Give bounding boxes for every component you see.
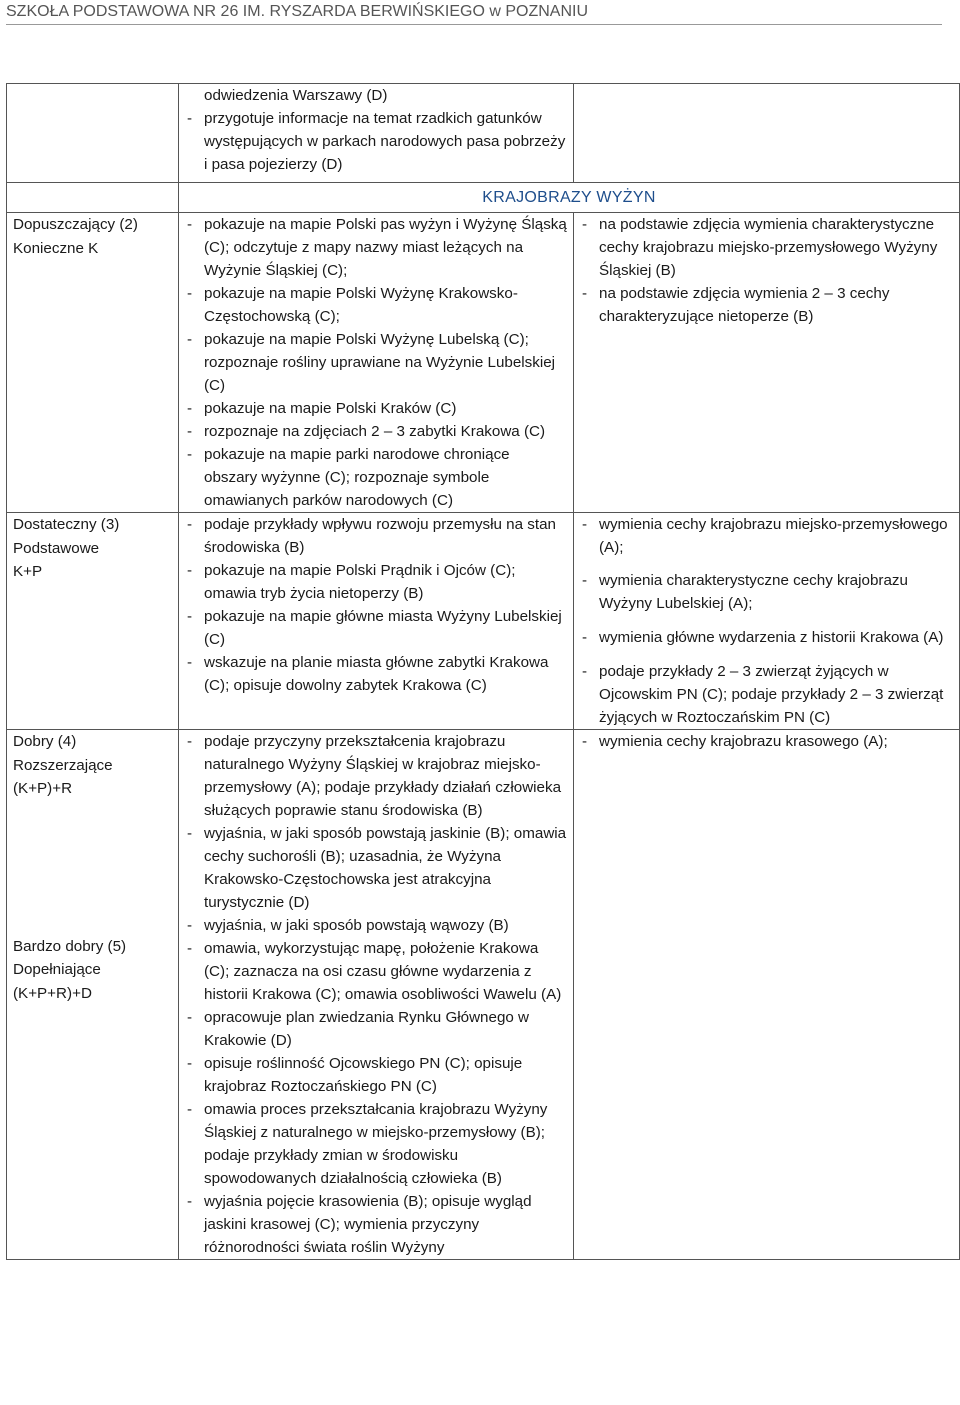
list-item: - podaje przykłady wpływu rozwoju przemysłu na stan środowiska (B)	[179, 513, 567, 559]
carryover-row	[7, 84, 960, 183]
list-item: - rozpoznaje na zdjęciach 2 – 3 zabytki Krakowa (C)	[179, 420, 567, 443]
empty-grade-cell	[7, 84, 179, 183]
list-item: - wyjaśnia, w jaki sposób powstają jaskinie (B); omawia cechy suchorośli (B); uzasadnia, że Wyżyna Krakowsko-Częstochowska jest atrakcyjna turystycznie (D)	[179, 822, 567, 914]
list-item: - wymienia cechy krajobrazu miejsko-przemysłowego (A);	[574, 513, 955, 559]
list-item: - pokazuje na mapie Polski Wyżynę Lubelską (C); rozpoznaje rośliny uprawiane na Wyżynie Lubelskiej (C)	[179, 328, 567, 397]
list-item: - opracowuje plan zwiedzania Rynku Głównego w Krakowie (D)	[179, 1006, 567, 1052]
list-item: - wymienia główne wydarzenia z historii Krakowa (A)	[574, 626, 955, 649]
list-item: - pokazuje na mapie Polski Wyżynę Krakowsko-Częstochowską (C);	[179, 282, 567, 328]
list-item: - podaje przykłady 2 – 3 zwierząt żyjących w Ojcowskim PN (C); podaje przykłady 2 – 3 zwierząt żyjących w Roztoczańskim PN (C)	[574, 660, 955, 729]
list-item: - pokazuje na mapie Polski Kraków (C)	[179, 397, 567, 420]
grade-formula: (K+P)+R	[13, 780, 73, 797]
grade-3-col2	[179, 513, 574, 730]
grade-3-col3	[574, 513, 960, 730]
grade-level: Podstawowe	[13, 539, 100, 557]
school-header: SZKOŁA PODSTAWOWA NR 26 IM. RYSZARDA BERWIŃSKIEGO w POZNANIU	[6, 3, 589, 20]
list-item: - wyjaśnia, w jaki sposób powstają wąwozy (B)	[179, 914, 567, 937]
section-row	[7, 183, 960, 213]
section-title: KRAJOBRAZY WYŻYN	[179, 183, 960, 213]
grade-4-col3	[574, 730, 960, 1260]
list-item: - na podstawie zdjęcia wymienia charakterystyczne cechy krajobrazu miejsko-przemysłowego Wyżyny Śląskiej (B)	[574, 213, 955, 282]
list-item: - pokazuje na mapie Polski Prądnik i Ojców (C); omawia tryb życia nietoperzy (B)	[179, 559, 567, 605]
grade-formula: (K+P+R)+D	[13, 984, 92, 1002]
grade-formula: K+P	[13, 563, 43, 580]
list-item: - opisuje roślinność Ojcowskiego PN (C); opisuje krajobraz Roztoczańskiego PN (C)	[179, 1052, 567, 1098]
carryover-col3	[574, 84, 960, 183]
list-item: - pokazuje na mapie Polski pas wyżyn i Wyżynę Śląską (C); odczytuje z mapy nazwy miast leżących na Wyżynie Śląskiej (C);	[179, 213, 567, 282]
grade-name: Bardzo dobry (5)	[13, 937, 127, 955]
grade-name: Dobry (4)	[13, 733, 77, 750]
list-item: - omawia proces przekształcania krajobrazu Wyżyny Śląskiej z naturalnego w miejsko-przemysłowy (B); podaje przykłady zmian w środowisku spowodowanych działalnością człowieka (B)	[179, 1098, 567, 1190]
section-spacer	[7, 183, 179, 213]
grade-level: Dopełniające	[13, 961, 101, 978]
grade-2-col3	[574, 213, 960, 513]
list-item: - omawia, wykorzystując mapę, położenie Krakowa (C); zaznacza na osi czasu główne wydarzenia z historii Krakowa (C); omawia osobliwości Wawelu (A)	[179, 937, 567, 1006]
grade-cell-4-5	[7, 730, 179, 1260]
list-item: odwiedzenia Warszawy (D)	[204, 87, 388, 104]
list-item: - wskazuje na planie miasta główne zabytki Krakowa (C); opisuje dowolny zabytek Krakowa (C)	[179, 651, 567, 697]
carryover-col2	[179, 84, 574, 183]
grade-level: Konieczne K	[13, 239, 99, 257]
grade-2-col2	[179, 213, 574, 513]
grade-row-3	[7, 513, 960, 730]
list-item: - pokazuje na mapie parki narodowe chroniące obszary wyżynne (C); rozpoznaje symbole omawianych parków narodowych (C)	[179, 443, 567, 512]
list-item: - pokazuje na mapie główne miasta Wyżyny Lubelskiej (C)	[179, 605, 567, 651]
header-rule	[6, 24, 942, 25]
list-item: - wymienia cechy krajobrazu krasowego (A);	[574, 730, 955, 753]
list-item: - przygotuje informacje na temat rzadkich gatunków występujących w parkach narodowych pasa pobrzeży i pasa pojezierzy (D)	[179, 107, 567, 176]
list-item: - wymienia charakterystyczne cechy krajobrazu Wyżyny Lubelskiej (A);	[574, 569, 955, 615]
grade-name: Dostateczny (3)	[13, 516, 120, 533]
grade-row-4-5	[7, 730, 960, 1260]
list-item: - podaje przyczyny przekształcenia krajobrazu naturalnego Wyżyny Śląskiej w krajobraz miejsko-przemysłowy (A); podaje przykłady działań człowieka służących poprawie stanu środowiska (B)	[179, 730, 567, 822]
list-item: - wyjaśnia pojęcie krasowienia (B); opisuje wygląd jaskini krasowej (C); wymienia przyczyny różnorodności świata roślin Wyżyny	[179, 1190, 567, 1259]
grade-cell-3	[7, 513, 179, 730]
grade-4-col2	[179, 730, 574, 1260]
grade-level: Rozszerzające	[13, 756, 113, 774]
grade-row-2	[7, 213, 960, 513]
list-item: - na podstawie zdjęcia wymienia 2 – 3 cechy charakteryzujące nietoperze (B)	[574, 282, 955, 328]
requirements-table	[6, 83, 960, 1260]
grade-cell-2	[7, 213, 179, 513]
grade-name: Dopuszczający (2)	[13, 216, 138, 233]
